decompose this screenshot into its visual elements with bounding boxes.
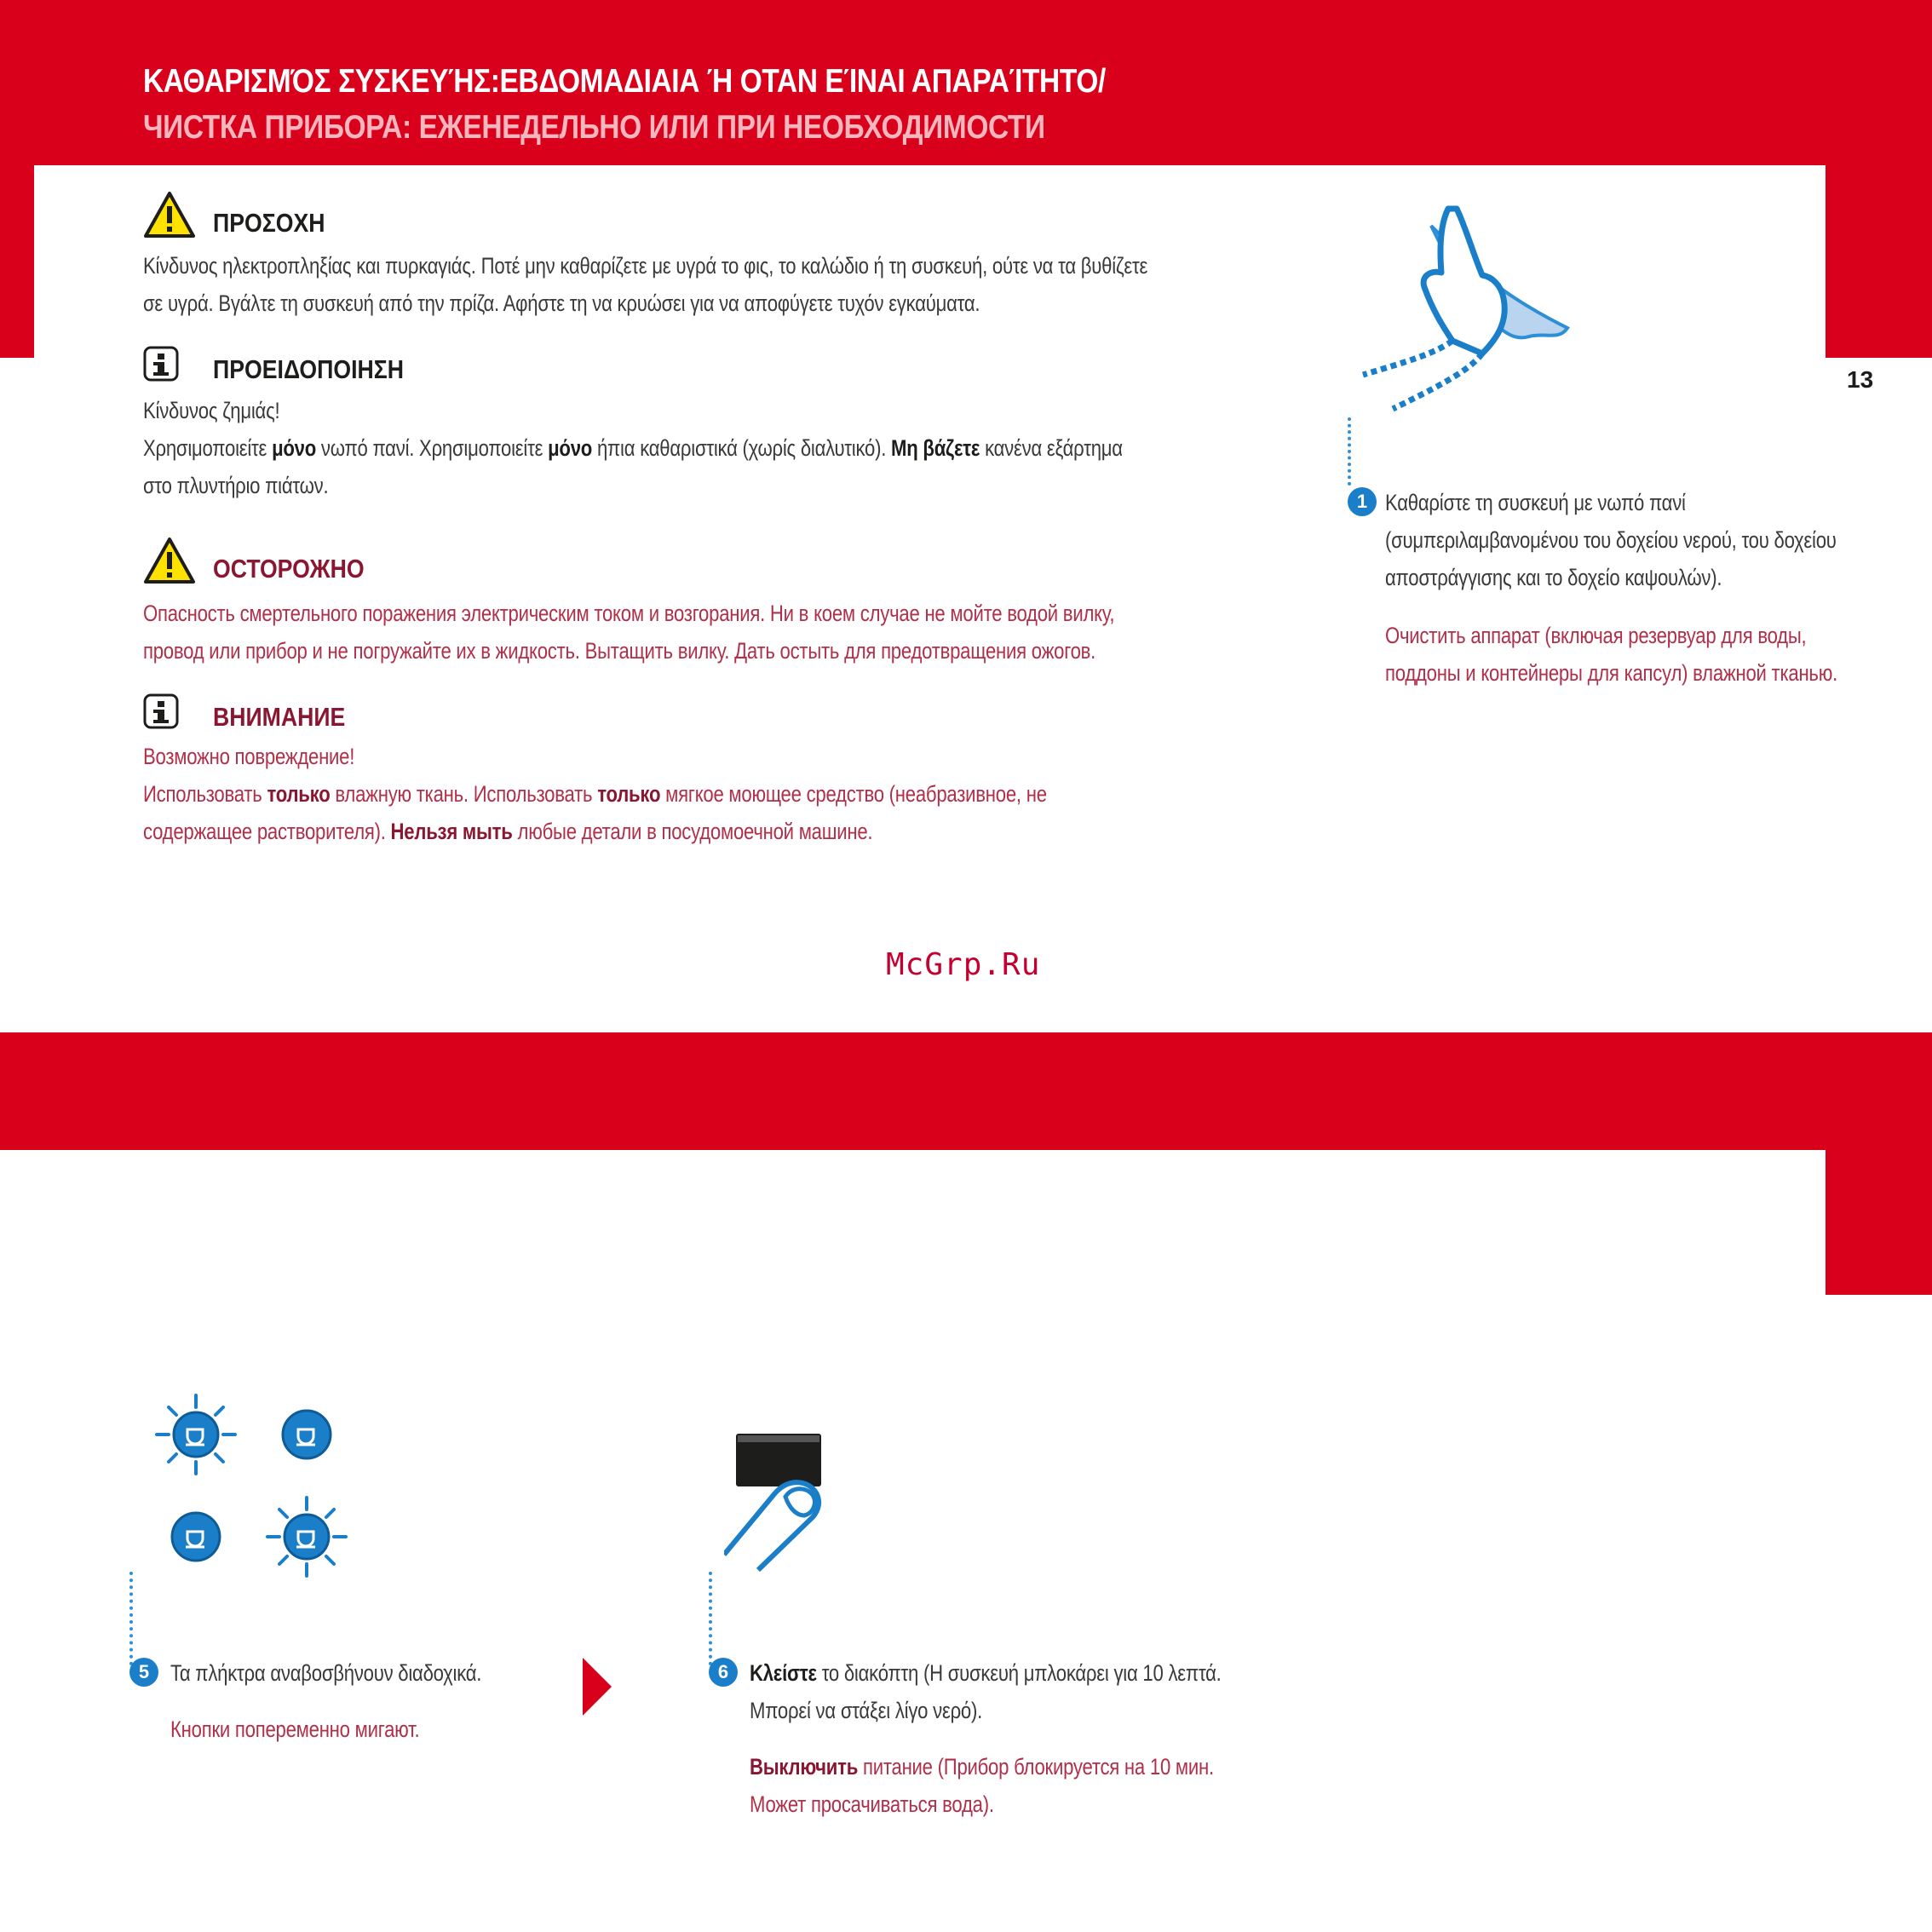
notice-line-1: Κίνδυνος ζημιάς! <box>143 398 280 423</box>
notice-ru-line-2: Использовать только влажную ткань. Использовать только мягкое моющее средство (неабразивное, не <box>143 781 1047 807</box>
step1-text-greek <box>1385 484 1837 596</box>
middle-band <box>0 1032 1932 1150</box>
step6-russian-line-2: Может просачиваться вода). <box>750 1791 994 1817</box>
info-icon <box>143 693 179 729</box>
caution-line-2: σε υγρά. Βγάλτε τη συσκευή από την πρίζα. Αφήστε τη να κρυώσει για να αποφύγετε τυχόν εγκαύματα. <box>143 290 980 316</box>
caution-text-greek <box>143 247 1147 322</box>
step6-text-greek <box>750 1654 1222 1729</box>
finger-pressing-switch-icon <box>724 1427 843 1572</box>
step1-greek-line-1: Καθαρίστε τη συσκευή με νωπό πανί <box>1385 490 1686 515</box>
step1-greek-line-2: (συμπεριλαμβανομένου του δοχείου νερού, του δοχείου <box>1385 527 1837 553</box>
notice-ru-line-3: содержащее растворителя). Нельзя мыть любые детали в посудомоечной машине. <box>143 819 873 844</box>
warning-triangle-icon <box>143 537 196 584</box>
title-greek: ΚΑΘΑΡΙΣΜΌΣ ΣΥΣΚΕΥΉΣ:ΕΒΔΟΜΑΔΙΑΙΑ Ή ΟΤΑΝ ΕΊΝΑΙ ΑΠΑΡΑΊΤΗΤΟ/ <box>143 63 1106 100</box>
right-edge-band <box>1826 165 1932 358</box>
notice-heading-russian: ВНИМАНИЕ <box>213 702 346 732</box>
step6-russian-line-1: Выключить питание (Прибор блокируется на 10 мин. <box>750 1754 1214 1780</box>
caution-heading-russian: ОСТОРОЖНО <box>213 554 365 584</box>
notice-heading-greek: ΠΡΟΕΙΔΟΠΟΙΗΣΗ <box>213 354 405 384</box>
info-icon <box>143 346 179 382</box>
step1-text-russian <box>1385 617 1837 692</box>
step-number-badge: 1 <box>1348 487 1377 516</box>
title-russian: ЧИСТКА ПРИБОРА: ЕЖЕНЕДЕЛЬНО ИЛИ ПРИ НЕОБХОДИМОСТИ <box>143 109 1045 146</box>
watermark: McGrp.Ru <box>886 947 1041 982</box>
caution-ru-line-2: провод или прибор и не погружайте их в жидкость. Вытащить вилку. Дать остыть для предотвращения ожогов. <box>143 638 1096 664</box>
notice-line-3: στο πλυντήριο πιάτων. <box>143 473 329 498</box>
step6-greek-line-2: Μπορεί να στάξει λίγο νερό). <box>750 1698 983 1723</box>
right-edge-band-lower <box>1826 1150 1932 1295</box>
notice-text-greek <box>143 392 1123 504</box>
step5-text-russian: Кнопки попеременно мигают. <box>170 1716 420 1742</box>
step5-leader-line <box>129 1572 133 1665</box>
notice-ru-line-1: Возможно повреждение! <box>143 744 355 769</box>
hand-wiping-cloth-icon <box>1354 192 1584 422</box>
blinking-buttons-icon <box>145 1389 366 1593</box>
caution-text-russian <box>143 595 1114 670</box>
step1-greek-line-3: αποστράγγισης και το δοχείο καψουλών). <box>1385 565 1722 590</box>
step-number-badge: 6 <box>709 1658 738 1687</box>
next-step-arrow-icon <box>581 1656 613 1717</box>
caution-ru-line-1: Опасность смертельного поражения электрическим током и возгорания. Ни в коем случае не мойте водой вилку, <box>143 601 1115 626</box>
step1-leader-line <box>1348 417 1351 486</box>
notice-line-2: Χρησιμοποιείτε μόνο νωπό πανί. Χρησιμοποιείτε μόνο ήπια καθαριστικά (χωρίς διαλυτικό). Μη βάζετε κανένα εξάρτημα <box>143 435 1123 461</box>
step-number-badge: 5 <box>129 1658 158 1687</box>
step5-text-greek: Τα πλήκτρα αναβοσβήνουν διαδοχικά. <box>170 1660 482 1686</box>
step6-greek-line-1: Κλείστε το διακόπτη (Η συσκευή μπλοκάρει για 10 λεπτά. <box>750 1660 1222 1686</box>
step1-russian-line-2: поддоны и контейнеры для капсул) влажной тканью. <box>1385 660 1837 686</box>
step6-text-russian <box>750 1748 1214 1823</box>
warning-triangle-icon <box>143 191 196 239</box>
page-number: 13 <box>1847 366 1874 393</box>
notice-text-russian <box>143 738 1047 850</box>
step1-russian-line-1: Очистить аппарат (включая резервуар для воды, <box>1385 623 1807 648</box>
caution-line-1: Κίνδυνος ηλεκτροπληξίας και πυρκαγιάς. Ποτέ μην καθαρίζετε με υγρά το φις, το καλώδιο ή τη συσκευή, ούτε να τα βυθίζετε <box>143 253 1148 279</box>
left-edge-band <box>0 165 34 358</box>
step6-leader-line <box>709 1572 712 1665</box>
caution-heading-greek: ΠΡΟΣΟΧΗ <box>213 208 325 238</box>
